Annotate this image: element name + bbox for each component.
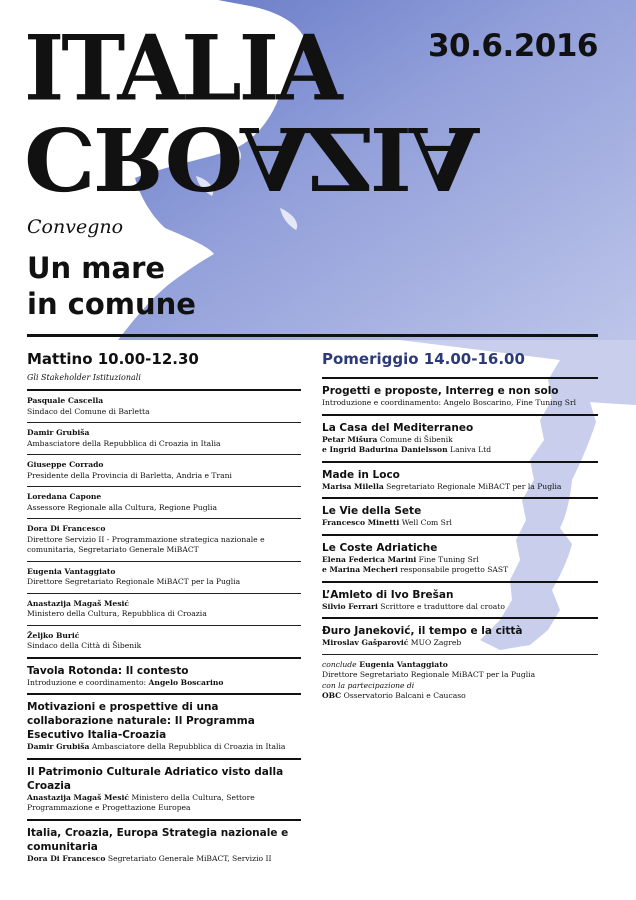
speaker-name: Pasquale Cascella [27, 396, 104, 405]
conclude-name: Eugenia Vantaggiato [356, 659, 448, 669]
session-title: Le Vie della Sete [322, 505, 422, 517]
session-detail [27, 854, 301, 865]
conclude-line [322, 660, 598, 671]
session-speaker: Silvio Ferrari [322, 601, 378, 611]
session-speaker-role: Laniva Ltd [447, 445, 492, 454]
session-coordinator: Angelo Boscarino [148, 677, 224, 687]
partner-line [322, 691, 598, 702]
session-detail [322, 638, 598, 649]
session-detail [322, 482, 598, 493]
session-speaker-role: Segretariato Regionale MiBACT per la Puglia [383, 481, 562, 491]
title-croazia-mirrored: CROAZIA [24, 107, 476, 208]
speaker-name: Anastazija Magaš Mesić [27, 598, 130, 608]
session-speaker: e Ingrid Badurina Danielsson [322, 445, 448, 454]
convegno-label: Convegno [27, 216, 124, 238]
session-entry [322, 617, 598, 654]
session-title: Italia, Croazia, Europa Strategia nazionale e comunitaria [27, 826, 289, 853]
session-detail-prefix: Introduzione e coordinamento: [27, 677, 149, 687]
session-speaker: Francesco Minetti [322, 518, 400, 527]
session-speaker: Marisa Milella [322, 481, 384, 491]
afternoon-heading: Pomeriggio 14.00-16.00 [322, 350, 525, 368]
session-speaker: e Marina Mecheri [322, 565, 398, 574]
session-entry [322, 581, 598, 618]
session-detail [27, 742, 301, 753]
session-speaker-role: Ambasciatore della Repubblica di Croazia in Italia [89, 742, 286, 751]
speaker-entry [27, 518, 301, 561]
session-entry [27, 819, 301, 870]
session-detail [322, 518, 598, 529]
session-detail [322, 565, 598, 576]
session-speaker: Damir Grubiša [27, 742, 90, 751]
header-divider [27, 334, 598, 337]
speaker-role: Assessore Regionale alla Cultura, Regione Puglia [27, 502, 218, 512]
session-speaker-role: Fine Tuning Srl [416, 554, 479, 564]
speaker-entry [27, 625, 301, 657]
main-title-line-2: in comune [27, 287, 196, 321]
main-title-line-1: Un mare [27, 251, 166, 285]
session-detail [322, 445, 598, 456]
afternoon-column [322, 350, 598, 707]
session-speaker: Anastazija Magaš Mesić [27, 792, 130, 802]
speaker-entry [27, 486, 301, 518]
speaker-role: Ambasciatore della Repubblica di Croazia in Italia [27, 438, 221, 448]
session-detail [322, 398, 598, 409]
session-title: Le Coste Adriatiche [322, 541, 438, 554]
speaker-name: Damir Grubiša [27, 428, 90, 437]
session-entry [322, 497, 598, 534]
closing-entry [322, 654, 598, 707]
speaker-entry [27, 561, 301, 593]
main-title [27, 250, 347, 322]
session-detail [322, 602, 598, 613]
speaker-name: Giuseppe Corrado [27, 460, 104, 469]
title-italia: ITALIA [24, 15, 340, 122]
session-entry [322, 414, 598, 461]
session-title: L’Amleto di Ivo Brešan [322, 588, 454, 601]
speaker-entry [27, 422, 301, 454]
session-title: Motivazioni e prospettive di una collaborazione naturale: Il Programma Esecutivo Italia-Croazia [27, 701, 255, 741]
speaker-role: Direttore Segretariato Regionale MiBACT per la Puglia [27, 577, 241, 586]
session-speaker-role: responsabile progetto SAST [397, 565, 509, 574]
event-date: 30.6.2016 [427, 28, 598, 64]
session-speaker-role: Scrittore e traduttore dal croato [377, 601, 505, 611]
partner-acronym: OBC [322, 691, 342, 700]
morning-column [27, 350, 301, 869]
session-title: Progetti e proposte, Interreg e non solo [322, 385, 559, 397]
partnership-label [322, 681, 598, 692]
speaker-entry [27, 454, 301, 486]
session-speaker-role: Ministero della Cultura, Settore Programmazione e Progettazione Europea [27, 792, 255, 812]
session-speaker-role: Segretariato Generale MiBACT, Servizio II [105, 853, 272, 863]
speaker-role: Ministero della Cultura, Repubblica di Croazia [27, 609, 207, 618]
session-detail [322, 435, 598, 446]
session-entry [322, 377, 598, 414]
speaker-role: Presidente della Provincia di Barletta, Andria e Trani [27, 470, 232, 480]
session-entry [322, 534, 598, 581]
session-speaker: Elena Federica Marini [322, 554, 417, 564]
session-title: Tavola Rotonda: Il contesto [27, 664, 189, 677]
morning-subheading: Gli Stakeholder Istituzionali [27, 373, 141, 382]
speaker-role: Sindaco del Comune di Barletta [27, 406, 150, 416]
session-title: Đuro Janeković, il tempo e la città [322, 625, 523, 637]
session-entry [27, 758, 301, 819]
session-entry [27, 693, 301, 758]
session-title: Made in Loco [322, 468, 400, 481]
speaker-entry [27, 389, 301, 422]
conclude-role: Direttore Segretariato Regionale MiBACT per la Puglia [322, 670, 536, 679]
session-detail [322, 555, 598, 566]
speaker-name: Dora Di Francesco [27, 524, 106, 533]
session-speaker: Miroslav Gašparović [322, 638, 409, 647]
session-title: Il Patrimonio Culturale Adriatico visto dalla Croazia [27, 765, 284, 792]
session-speaker-role: Introduzione e coordinamento: Angelo Boscarino, Fine Tuning Srl [322, 398, 577, 407]
speaker-role: Direttore Servizio II - Programmazione strategica nazionale e comunitaria, Segretariato Generale MiBACT [27, 534, 265, 554]
partnership-label-text: con la partecipazione di [322, 680, 415, 690]
session-detail [27, 678, 301, 689]
speaker-name: Loredana Capone [27, 492, 102, 501]
speaker-entry [27, 593, 301, 625]
speaker-name: Željko Burić [27, 630, 80, 640]
speaker-role: Sindaco della Città di Šibenik [27, 641, 142, 650]
session-detail [27, 793, 301, 814]
partner-name: Osservatorio Balcani e Caucaso [341, 691, 466, 700]
session-speaker: Petar Mišura [322, 434, 378, 444]
session-title: La Casa del Mediterraneo [322, 421, 474, 434]
session-speaker-role: MUO Zagreb [408, 638, 462, 647]
session-entry [27, 657, 301, 694]
conclude-label: conclude [322, 659, 357, 669]
session-speaker: Dora Di Francesco [27, 853, 106, 863]
session-entry [322, 461, 598, 498]
session-speaker-role: Comune di Šibenik [377, 434, 453, 444]
speaker-name: Eugenia Vantaggiato [27, 566, 116, 576]
morning-heading: Mattino 10.00-12.30 [27, 350, 199, 368]
session-speaker-role: Well Com Srl [399, 518, 452, 527]
